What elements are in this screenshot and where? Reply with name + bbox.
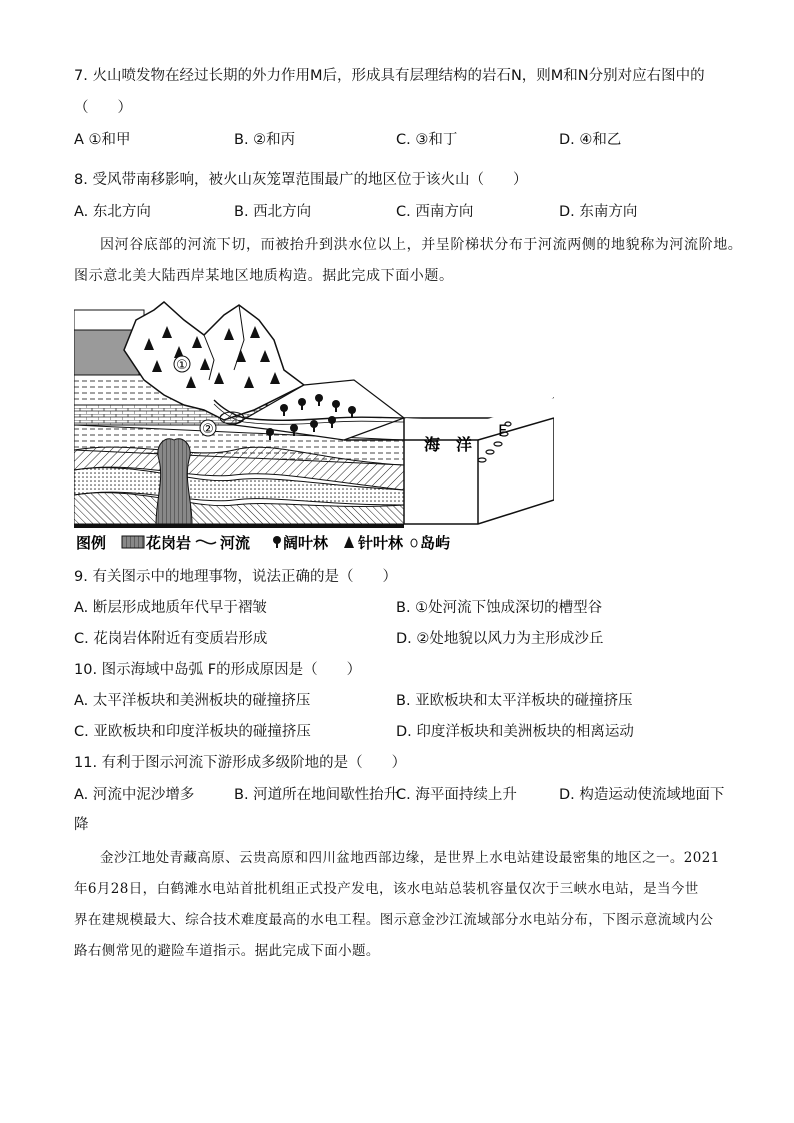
island-icon bbox=[411, 539, 417, 547]
intro2-line4: 路右侧常见的避险车道指示。据此完成下面小题。 bbox=[74, 943, 380, 959]
q9-option-b: B. ①处河流下蚀成深切的槽型谷 bbox=[396, 600, 603, 616]
broadleaf-icon bbox=[273, 536, 281, 548]
q9-option-a: A. 断层形成地质年代早于褶皱 bbox=[74, 600, 267, 616]
q9-stem: 9. 有关图示中的地理事物，说法正确的是（ ） bbox=[74, 569, 397, 585]
legend-broadleaf: 阔叶林 bbox=[283, 534, 329, 552]
legend-granite: 花岗岩 bbox=[146, 534, 192, 552]
q10-option-b: B. 亚欧板块和太平洋板块的碰撞挤压 bbox=[396, 693, 633, 709]
q10-option-c: C. 亚欧板块和印度洋板块的碰撞挤压 bbox=[74, 724, 311, 740]
label-1: ① bbox=[176, 358, 188, 373]
legend-conifer: 针叶林 bbox=[358, 534, 404, 552]
fan-deposit bbox=[220, 412, 244, 424]
river-swatch bbox=[196, 540, 216, 543]
q10-stem: 10. 图示海域中岛弧 F的形成原因是（ ） bbox=[74, 662, 362, 678]
q7-option-c: C. ③和丁 bbox=[396, 132, 458, 148]
legend-island: 岛屿 bbox=[420, 534, 451, 552]
intro1-line2: 图示意北美大陆西岸某地区地质构造。据此完成下面小题。 bbox=[74, 268, 454, 284]
label-2: ② bbox=[202, 422, 214, 437]
geologic-block-diagram bbox=[74, 300, 554, 552]
q8-option-a: A. 东北方向 bbox=[74, 204, 151, 220]
intro2-line3: 界在建规模最大、综合技术难度最高的水电工程。图示意金沙江流域部分水电站分布，下图示意流域内公 bbox=[74, 912, 714, 928]
intro2-line1: 金沙江地处青藏高原、云贵高原和四川盆地西部边缘，是世界上水电站建设最密集的地区之一。2021 bbox=[100, 850, 720, 866]
q8-option-d: D. 东南方向 bbox=[559, 204, 638, 220]
intro2-line2: 年6月28日，白鹤滩水电站首批机组正式投产发电，该水电站总装机容量仅次于三峡水电站，是当今世 bbox=[74, 881, 699, 897]
q11-stem: 11. 有利于图示河流下游形成多级阶地的是（ ） bbox=[74, 755, 407, 771]
q7-answer-paren: （ ） bbox=[74, 100, 132, 116]
intro1-line1: 因河谷底部的河流下切，而被抬升到洪水位以上，并呈阶梯状分布于河流两侧的地貌称为河流阶地。 bbox=[100, 237, 743, 253]
q9-option-c: C. 花岗岩体附近有变质岩形成 bbox=[74, 631, 268, 647]
island-f-label: F bbox=[498, 421, 508, 440]
q10-option-a: A. 太平洋板块和美洲板块的碰撞挤压 bbox=[74, 693, 311, 709]
q11-option-c: C. 海平面持续上升 bbox=[396, 787, 517, 803]
q7-option-b: B. ②和丙 bbox=[234, 132, 296, 148]
q10-option-d: D. 印度洋板块和美洲板块的相离运动 bbox=[396, 724, 634, 740]
legend bbox=[76, 534, 450, 552]
q8-stem: 8. 受风带南移影响，被火山灰笼罩范围最广的地区位于该火山（ ） bbox=[74, 172, 528, 188]
q11-option-d-wrap: 降 bbox=[74, 817, 89, 833]
granite-intrusion bbox=[156, 439, 192, 524]
q11-option-a: A. 河流中泥沙增多 bbox=[74, 787, 195, 803]
legend-river: 河流 bbox=[220, 534, 251, 552]
granite-swatch bbox=[122, 536, 144, 548]
q8-option-c: C. 西南方向 bbox=[396, 204, 474, 220]
q7-stem: 7. 火山喷发物在经过长期的外力作用M后，形成具有层理结构的岩石N，则M和N分别对应右图中的 bbox=[74, 68, 705, 84]
q11-option-d: D. 构造运动使流域地面下 bbox=[559, 787, 725, 803]
ocean-label: 海 洋 bbox=[424, 435, 473, 454]
q11-option-b: B. 河道所在地间歇性抬升 bbox=[234, 787, 399, 803]
q7-option-a: A ①和甲 bbox=[74, 132, 131, 148]
q7-option-d: D. ④和乙 bbox=[559, 132, 622, 148]
q8-option-b: B. 西北方向 bbox=[234, 204, 312, 220]
q9-option-d: D. ②处地貌以风力为主形成沙丘 bbox=[396, 631, 604, 647]
legend-title: 图例 bbox=[76, 534, 107, 552]
conifer-icon bbox=[344, 536, 354, 548]
